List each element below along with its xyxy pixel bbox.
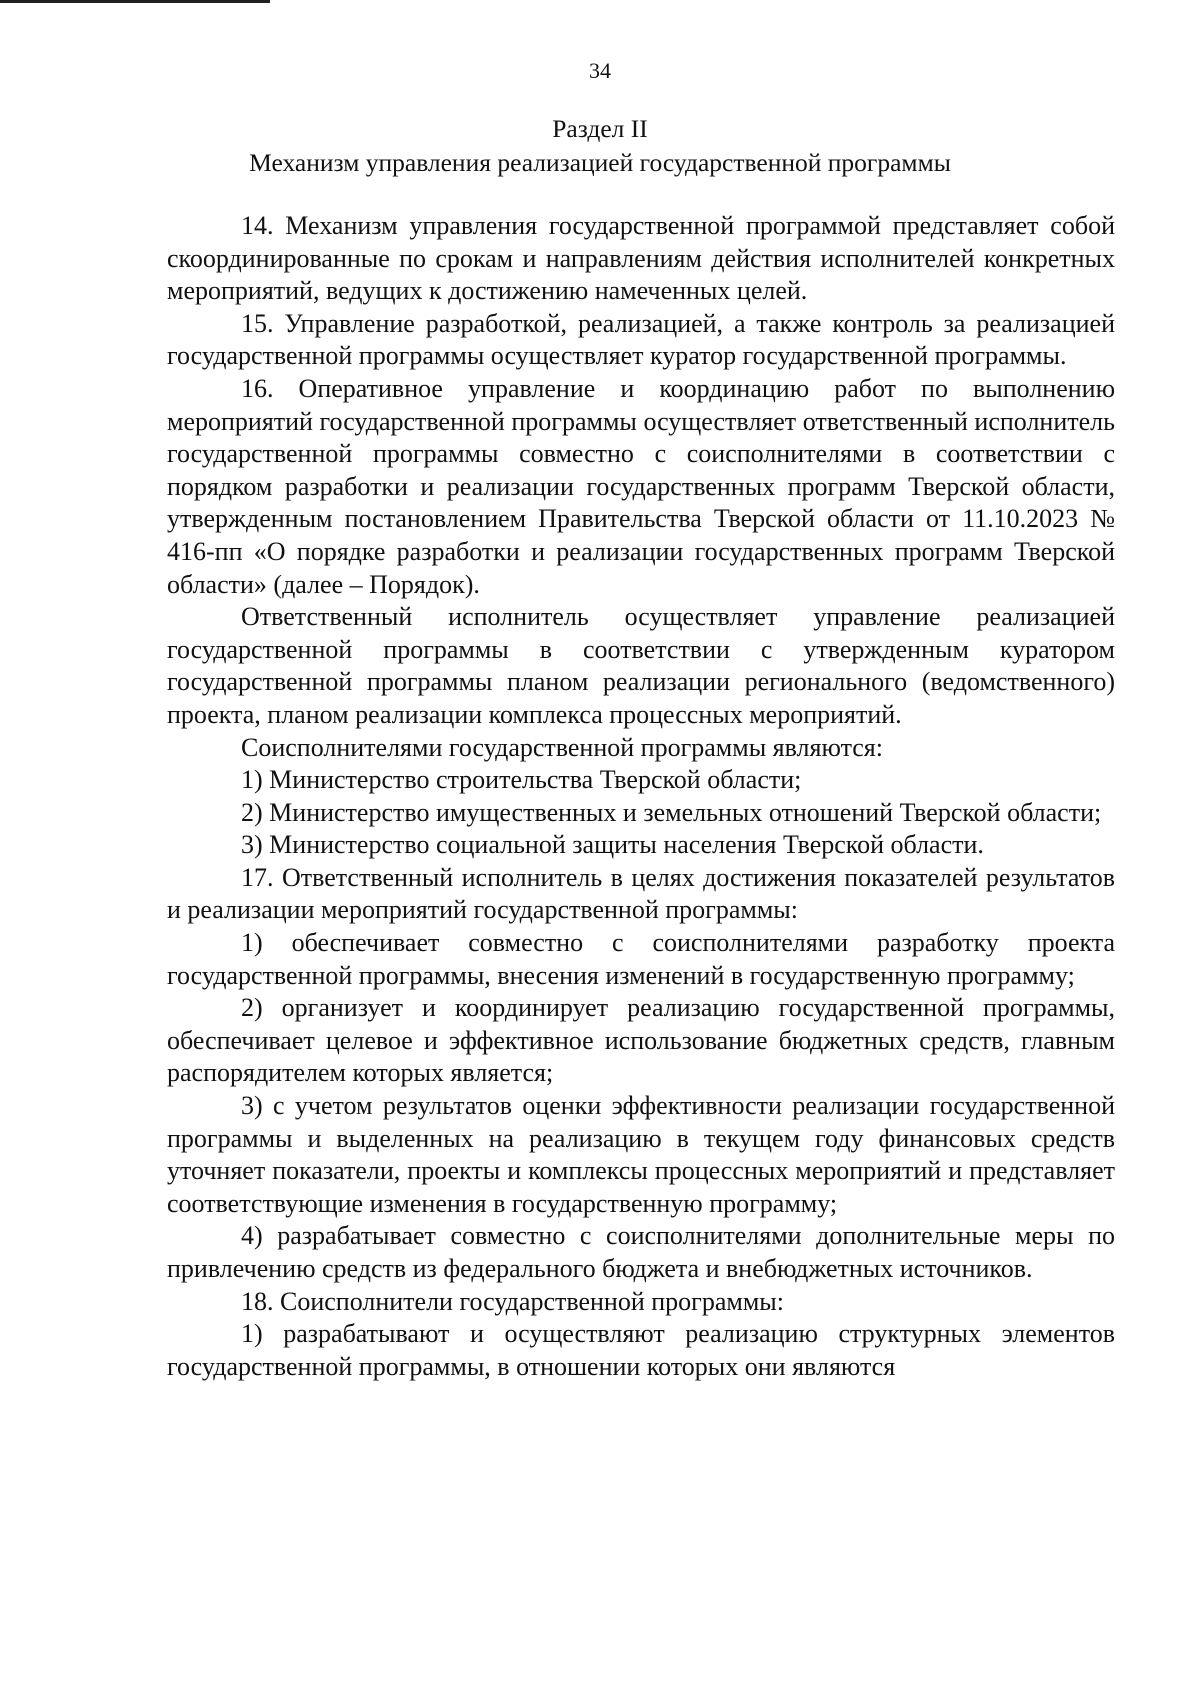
section-header	[0, 112, 1200, 180]
co-executor-item-2: 2) Министерство имущественных и земельных отношений Тверской области;	[241, 797, 1102, 827]
paragraph-18: 18. Соисполнители государственной программы:	[241, 1286, 784, 1316]
paragraph-14: 14. Механизм управления государственной программой представляет собой скоординированные по срокам и направлениям действия исполнителей конкретных мероприятий, ведущих к достижению намеченных целей.	[167, 211, 1115, 306]
co-executor-item-1: 1) Министерство строительства Тверской области;	[241, 765, 802, 795]
paragraph-15: 15. Управление разработкой, реализацией, а также контроль за реализацией государственной программы осуществляет куратор государственной программы.	[167, 308, 1115, 371]
paragraph-18-item-1: 1) разрабатывают и осуществляют реализацию структурных элементов государственной программы, в отношении которых они являются	[167, 1319, 1115, 1381]
page-number: 34	[589, 58, 611, 83]
paragraph-17-item-2: 2) организует и координирует реализацию государственной программы, обеспечивает целевое и эффективное использование бюджетных средств, главным распорядителем которых является;	[167, 993, 1115, 1088]
paragraph-16-responsible-executor: Ответственный исполнитель осуществляет управление реализацией государственной программы в соответствии с утвержденным куратором государственной программы планом реализации регионального (ведомственного) проекта, планом реализации комплекса процессных мероприятий.	[167, 602, 1115, 729]
section-label: Раздел II	[552, 114, 648, 143]
section-title: Механизм управления реализацией государственной программы	[249, 148, 951, 177]
top-edge-rule	[0, 0, 270, 3]
co-executors-intro: Соисполнителями государственной программы являются:	[241, 732, 883, 762]
paragraph-17-item-4: 4) разрабатывает совместно с соисполнителями дополнительные меры по привлечению средств из федерального бюджета и внебюджетных источников.	[167, 1221, 1115, 1283]
paragraph-17-item-3: 3) с учетом результатов оценки эффективности реализации государственной программы и выделенных на реализацию в текущем году финансовых средств уточняет показатели, проекты и комплексы процессных мероприятий и представляет соответствующие изменения в государственную программу;	[167, 1091, 1115, 1218]
paragraph-17: 17. Ответственный исполнитель в целях достижения показателей результатов и реализации мероприятий государственной программы:	[167, 862, 1115, 925]
paragraph-16: 16. Оперативное управление и координацию работ по выполнению мероприятий государственной программы осуществляет ответственный исполнитель государственной программы совместно с соисполнителями в соответствии с порядком разработки и реализации государственных программ Тверской области, утвержденным постановлением Правительства Тверской области от 11.10.2023 № 416-пп «О порядке разработки и реализации государственных программ Тверской области» (далее – Порядок).	[167, 373, 1115, 599]
paragraph-17-item-1: 1) обеспечивает совместно с соисполнителями разработку проекта государственной программы, внесения изменений в государственную программу;	[167, 928, 1115, 990]
document-body	[167, 210, 1115, 1383]
co-executor-item-3: 3) Министерство социальной защиты населения Тверской области.	[241, 830, 984, 860]
